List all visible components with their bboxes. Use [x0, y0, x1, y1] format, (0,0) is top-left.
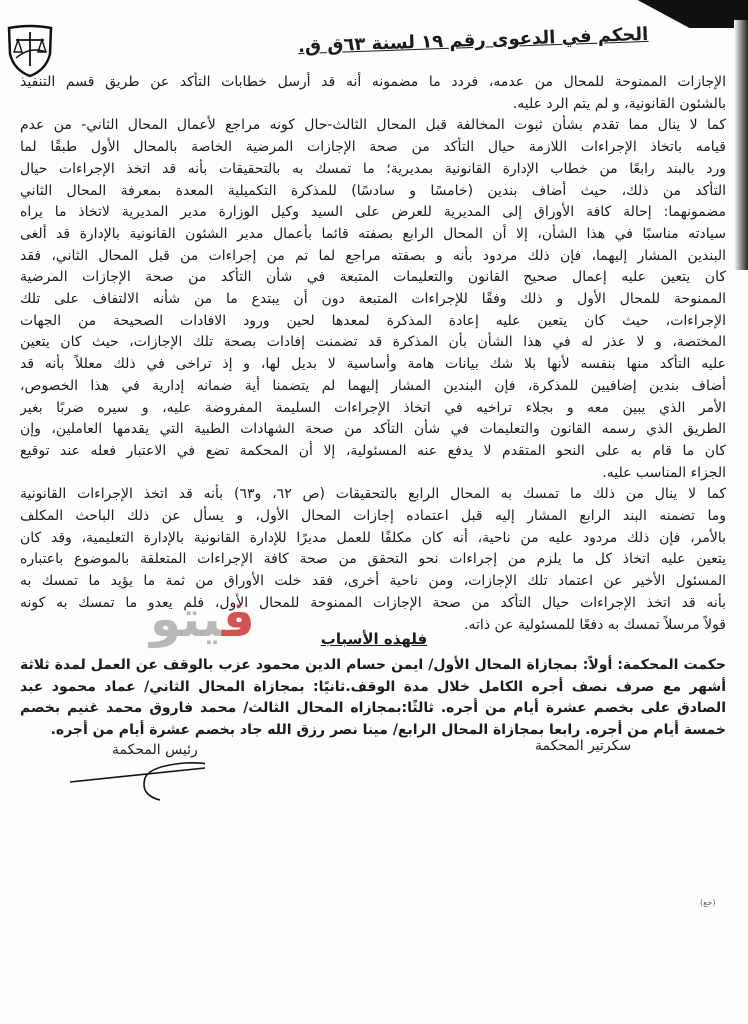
body-line: التأكد من ذلك، حيث أضاف بندين (خامسًا و سادسًا) للمذكرة التكميلية المعدة بمعرفة المحال الثاني [20, 182, 726, 199]
body-line: كما لا ينال مما تقدم بشأن ثبوت المخالفة قبل المحال الثالث-حال كونه مراجع لأعمال المحال الثاني- من عدم [20, 117, 726, 134]
body-line: قيامه باتخاذ الإجراءات اللازمة حيال التأكد من صحة الإجازات المرضية الخاصة بالمحال الأول طبقًا لما [20, 139, 726, 156]
secretary-label: سكرتير المحكمة [535, 738, 632, 754]
verdict-section [20, 655, 726, 741]
body-line: الإجراءات، حيث كان يتعين عليه إعادة المذكرة لمعدها لحين ورود الافادات الصحيحة من الجهات [20, 312, 726, 329]
body-line: المسئول الأخير عن اعتماد تلك الإجازات، ومن ناحية أخرى، فقد خلت الأوراق من ثمة ما يؤيد ما تمسك به [20, 573, 726, 590]
verdict-line: أشهر مع صرف نصف أجره الكامل خلال مدة الوقف.ثانيًا: بمجازاة المحال الثاني/ عماد محمود عبد [20, 678, 726, 695]
body-line: ورد بالبند رابعًا من خطاب الإدارة القانونية بمديرية؛ ما تمسك به بالتحقيقات بأنه قد اتخذ الإجراءات حيال [20, 160, 726, 177]
watermark-logo: فيتو [150, 590, 255, 648]
verdict-line: خمسة أيام من أجره. رابعا بمجازاة المحال الرابع/ مينا نصر رزق الله جاد بخصم عشرة أيام من أجره. [50, 721, 726, 738]
court-emblem-icon [6, 22, 54, 78]
body-line: عليه التأكد منها بنفسه لأنها بلا شك بيانات هامة وأساسية لا بديل لها، و إذ تراخى في ذلك معللاً بأنه قد [20, 356, 726, 373]
body-line: الأمر الذي يبين معه و بجلاء تراخيه في اتخاذ الإجراءات السليمة المفروضة عليه، و سيره ضربًا بغير [20, 399, 726, 416]
body-line: بالشئون القانونية، و لم يتم الرد عليه. [512, 95, 726, 112]
signature [65, 760, 205, 810]
document-title: الحكم في الدعوى رقم ١٩ لسنة ٦٣ق ق. [297, 23, 649, 58]
body-line: كان ما قام به على النحو المتقدم لا يدفع عنه المسئولية، إلا أن المحكمة تضع في الاعتبار فعله عند توقيع [20, 442, 726, 459]
president-label: رئيس المحكمة [112, 742, 198, 758]
verdict-line: الصادق على بخصم عشرة أيام من أجره. ثالثًا:بمجازاه المحال الثالث/ محمد فاروق محمد غنيم بخصم [20, 700, 726, 716]
body-line: قولاً مرسلاً تمسك به دفعًا للمسئولية عن ذاته. [464, 616, 726, 633]
body-line: الجزاء المناسب عليه. [602, 464, 726, 481]
body-line: الطريق الذي رسمه القانون والتعليمات في شأن التأكد من صحة الشهادات الطبية التي يقدمها العاملين، وإن [20, 421, 726, 438]
body-line: وما تضمنه البند الرابع المشار إليه قبل اعتماده إجازات المحال الأول، و يسأل عن ذلك الباحث المكلف [20, 508, 726, 525]
body-line: كما لا ينال من ذلك ما تمسك به المحال الرابع بالتحقيقات (ص ٦٢، و٦٣) بأنه قد اتخذ الإجراءات القانونية [20, 486, 726, 503]
body-line: البندين المشار إليهما، فإن ذلك مردود بأنه و بصفته مراجع لما تم من إجراءات من قبل المحال الثاني، فقد [20, 247, 726, 264]
body-line: كان يتعين عليه إعمال صحيح القانون والتعليمات المتبعة في شأن التأكد من صحة الإجازات المرضية [20, 269, 726, 286]
body-line: أضاف بندين إضافيين للمذكرة، فإن البندين المشار إليهما لم يتضمنا أية ضمانه إدارية في هذا الخصوص، [20, 377, 726, 394]
body-line: مضمونهما: إحالة كافة الأوراق إلى المديرية للعرض على السيد وكيل الوزارة مدير المديرية لاتخاذ ما يراه [20, 204, 726, 221]
footer-mark: (جع) [700, 898, 716, 907]
body-line: بأنه قد اتخذ الإجراءات حيال التأكد من صحة الإجازات الممنوحة للمحال الأول، فلم يعدو ما تمسك به كونه [20, 594, 726, 611]
judgment-body [20, 72, 726, 636]
page-edge-shadow [734, 20, 748, 270]
body-line: بالأمر، فإن ذلك مردود عليه من ناحية، أنه كان مكلفًا للعمل مديرًا للإدارة القانونية بالإدارة التعليمية، وقد كان [20, 529, 726, 546]
body-line: المختصة، و لا عذر له في هذا الشأن بأن المذكرة قد تضمنت إفادات بصحة تلك الإجازات، حيث كان يتعين [20, 334, 726, 351]
body-line: سيادته مناسبًا في هذا الشأن، إلا أن المحال الرابع بصفته قائما بأعمال مدير الشئون القانونية بالإدارة قد ألغى [20, 225, 726, 242]
verdict-line: حكمت المحكمة: أولاً: بمجازاة المحال الأول/ ايمن حسام الدين محمود عزب بالوقف عن العمل لمدة ثلاثة [20, 657, 726, 673]
body-line: الإجازات الممنوحة للمحال من عدمه، فردد ما مضمونه أنه قد أرسل خطابات التأكد عن طريق قسم التنفيذ [20, 74, 726, 90]
body-line: يتعين عليه اتخاذ كل ما يلزم من إجراءات نحو التحقق من صحة كافة الإجراءات المتعلقة بالموضوع باعتباره [20, 551, 726, 568]
body-line: الممنوحة للمحال الأول و ذلك وفقًا للإجراءات المتبعة دون أن يبتدع ما من شأنه الالتفاف على تلك [20, 291, 726, 308]
section-heading: فلهذه الأسباب [320, 630, 428, 648]
